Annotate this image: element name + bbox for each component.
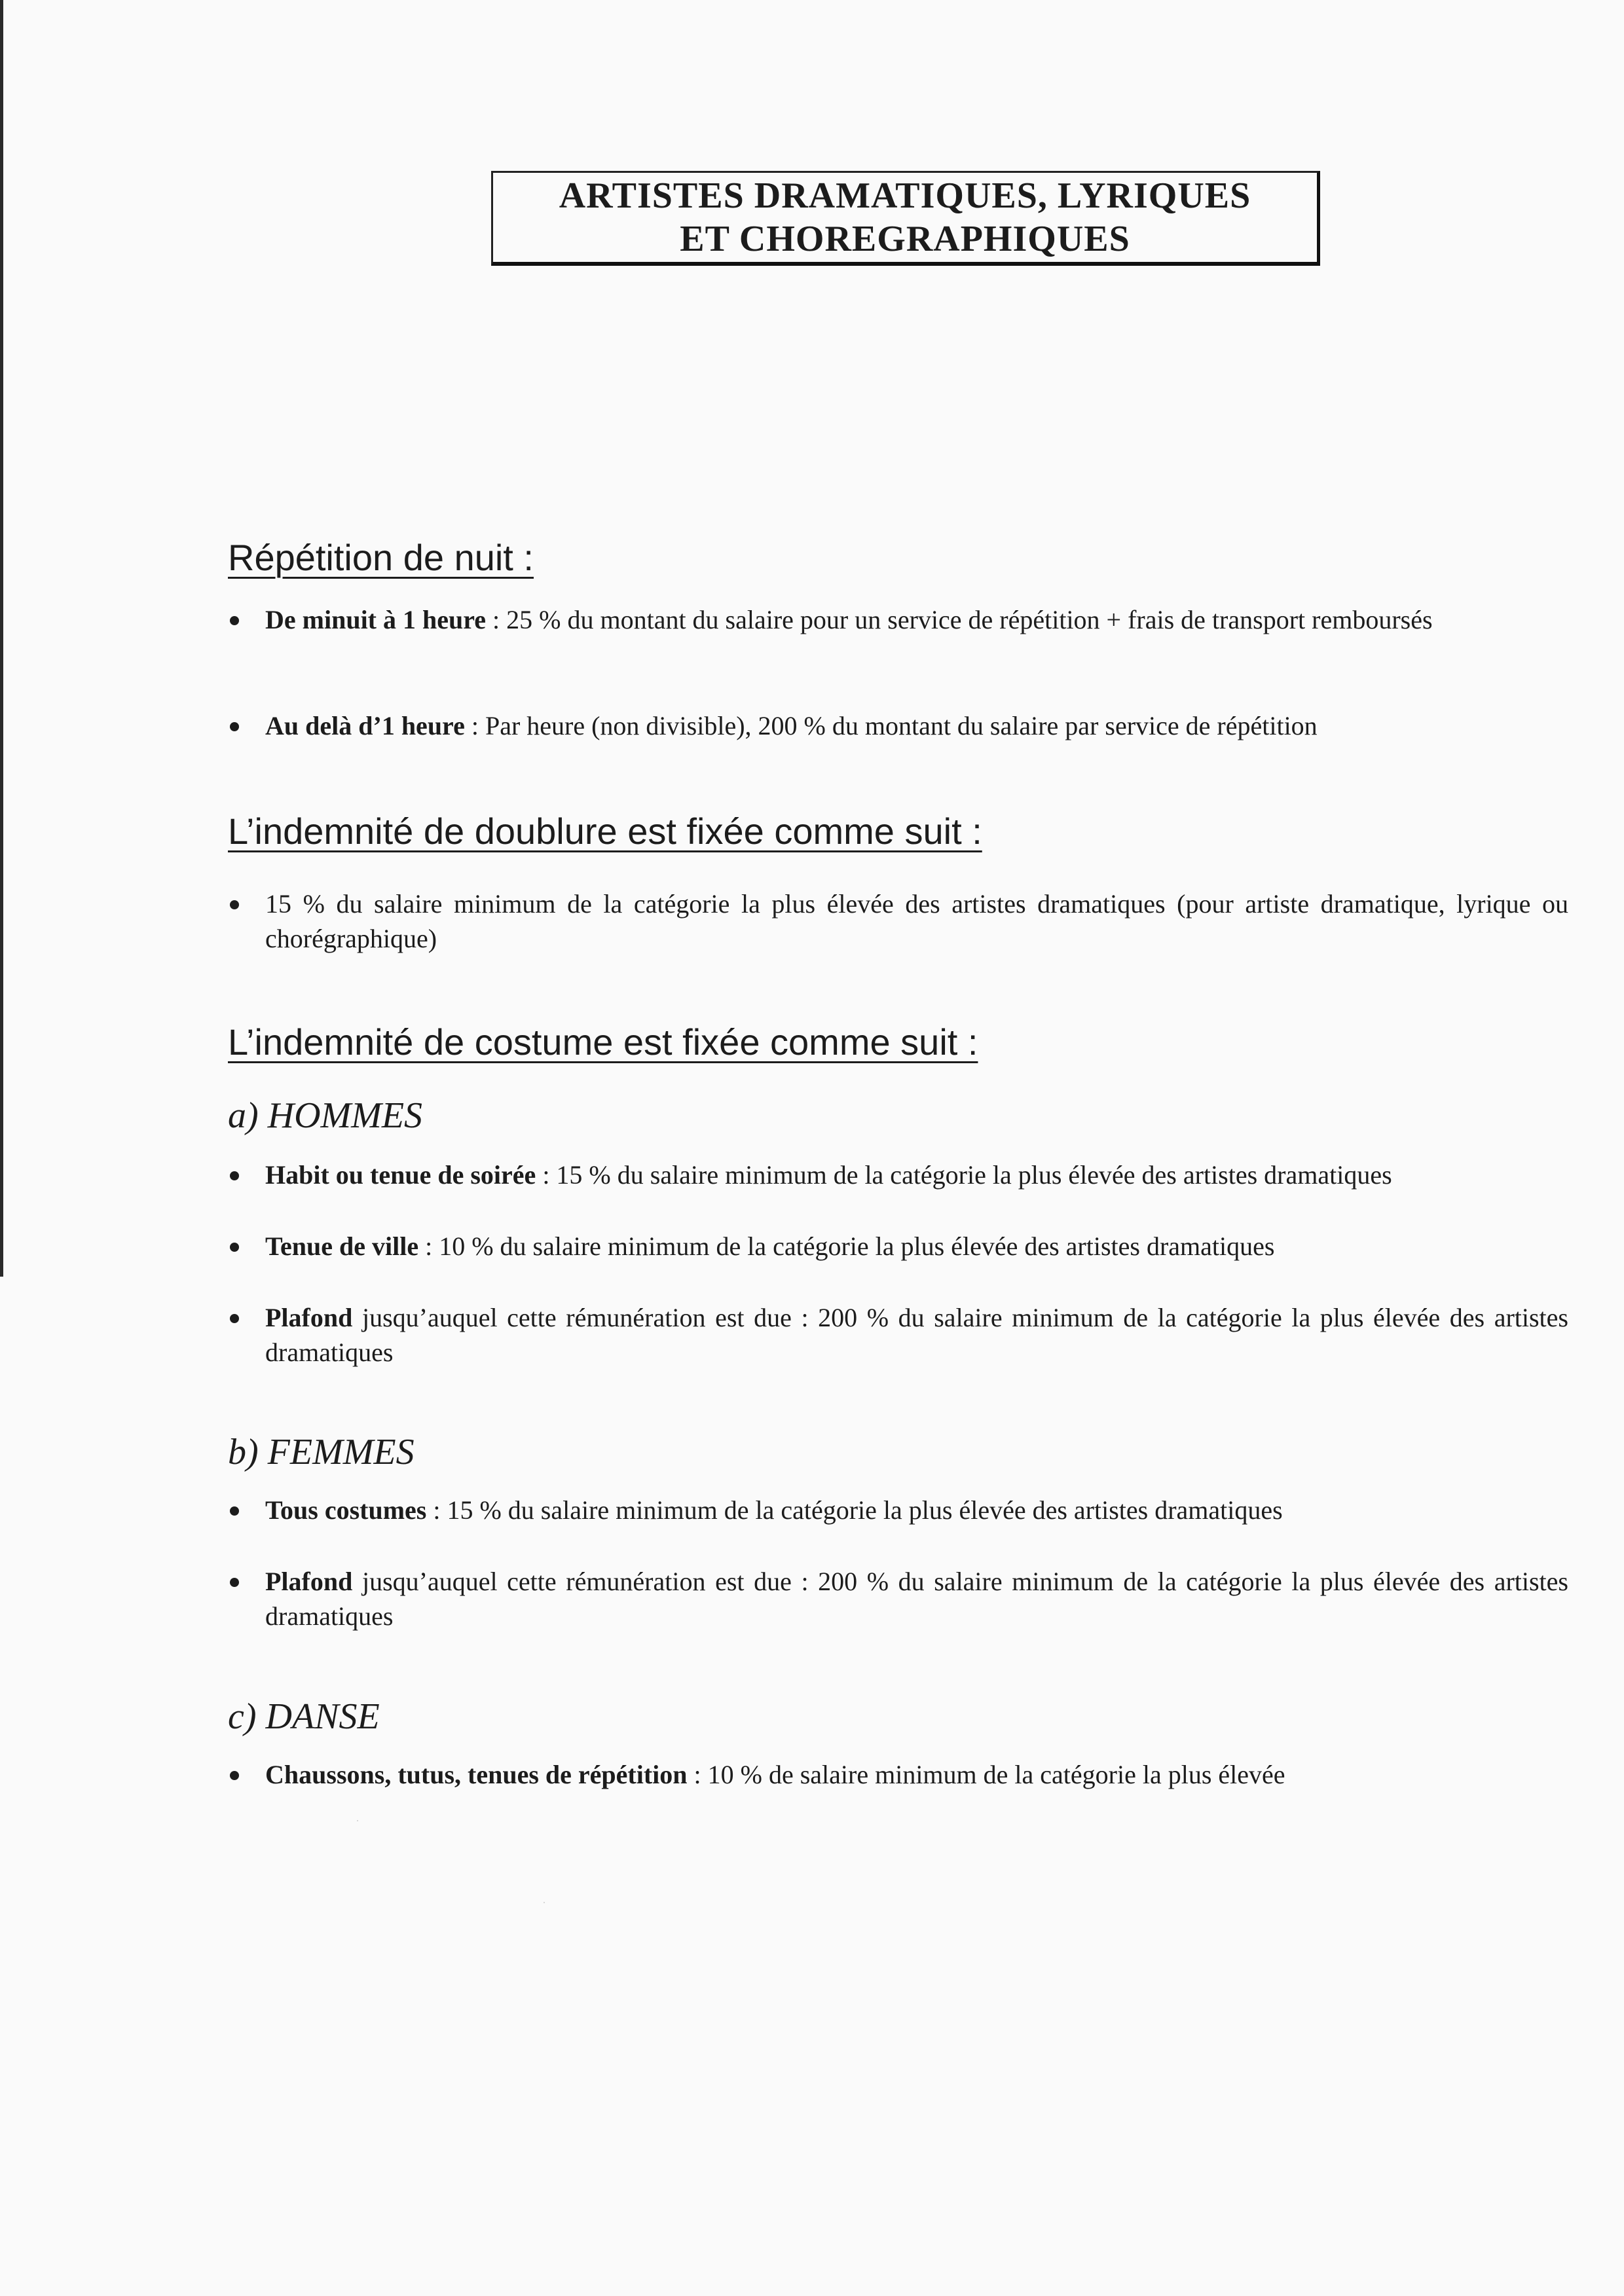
subheading-hommes: a) HOMMES — [228, 1095, 423, 1136]
item-text: 15 % du salaire minimum de la catégorie la plus élevée des artistes dramatiques (pour artiste dramatique, lyrique ou chorégraphique) — [265, 889, 1568, 953]
bullet-icon — [230, 1243, 239, 1252]
item-text: jusqu’auquel cette rémunération est due : 200 % du salaire minimum de la catégorie la plus élevée des artistes dramatiques — [265, 1567, 1568, 1631]
list-item-plafond-femmes — [265, 1564, 1568, 1633]
list-item-habit — [265, 1157, 1568, 1192]
heading-indemnite-costume: L’indemnité de costume est fixée comme suit : — [228, 1021, 978, 1063]
list-item-tenue-de-ville — [265, 1229, 1568, 1264]
bullet-icon — [230, 1578, 239, 1587]
item-text: : Par heure (non divisible), 200 % du montant du salaire par service de répétition — [464, 711, 1318, 740]
scan-speck — [544, 1902, 545, 1903]
item-label: Chaussons, tutus, tenues de répétition — [265, 1760, 688, 1789]
item-label: Tenue de ville — [265, 1231, 419, 1261]
bullet-icon — [230, 616, 239, 625]
subheading-danse: c) DANSE — [228, 1696, 380, 1737]
bullet-icon — [230, 1771, 239, 1780]
subheading-femmes: b) FEMMES — [228, 1432, 415, 1472]
heading-indemnite-doublure: L’indemnité de doublure est fixée comme suit : — [228, 811, 982, 852]
title-line-1: ARTISTES DRAMATIQUES, LYRIQUES — [559, 175, 1251, 216]
item-label: Plafond — [265, 1567, 353, 1596]
item-text: jusqu’auquel cette rémunération est due : 200 % du salaire minimum de la catégorie la plus élevée des artistes dramatiques — [265, 1303, 1568, 1367]
item-label: Au delà d’1 heure — [265, 711, 465, 740]
item-text: : 10 % du salaire minimum de la catégorie la plus élevée des artistes dramatiques — [418, 1231, 1275, 1261]
list-item-plafond-hommes — [265, 1300, 1568, 1370]
scan-left-edge — [0, 0, 3, 1277]
bullet-icon — [230, 722, 239, 731]
item-text: : 10 % de salaire minimum de la catégorie la plus élevée — [687, 1760, 1285, 1789]
title-box — [491, 171, 1320, 266]
list-item-doublure — [265, 886, 1568, 956]
item-text: : 25 % du montant du salaire pour un service de répétition + frais de transport remboursés — [486, 605, 1433, 634]
list-item-au-dela — [265, 708, 1568, 743]
heading-repetition-de-nuit: Répétition de nuit : — [228, 537, 534, 578]
bullet-icon — [230, 1171, 239, 1180]
list-item-minuit — [265, 602, 1568, 637]
bullet-icon — [230, 1506, 239, 1516]
item-label: Plafond — [265, 1303, 353, 1332]
list-item-tous-costumes — [265, 1493, 1568, 1527]
item-label: Tous costumes — [265, 1495, 427, 1525]
title-line-2: ET CHOREGRAPHIQUES — [680, 219, 1130, 259]
list-item-chaussons — [265, 1757, 1568, 1792]
item-text: : 15 % du salaire minimum de la catégorie la plus élevée des artistes dramatiques — [426, 1495, 1283, 1525]
item-label: Habit ou tenue de soirée — [265, 1160, 536, 1190]
bullet-icon — [230, 1314, 239, 1323]
item-text: : 15 % du salaire minimum de la catégorie la plus élevée des artistes dramatiques — [536, 1160, 1392, 1190]
item-label: De minuit à 1 heure — [265, 605, 487, 634]
scan-speck — [357, 1820, 358, 1821]
bullet-icon — [230, 900, 239, 909]
